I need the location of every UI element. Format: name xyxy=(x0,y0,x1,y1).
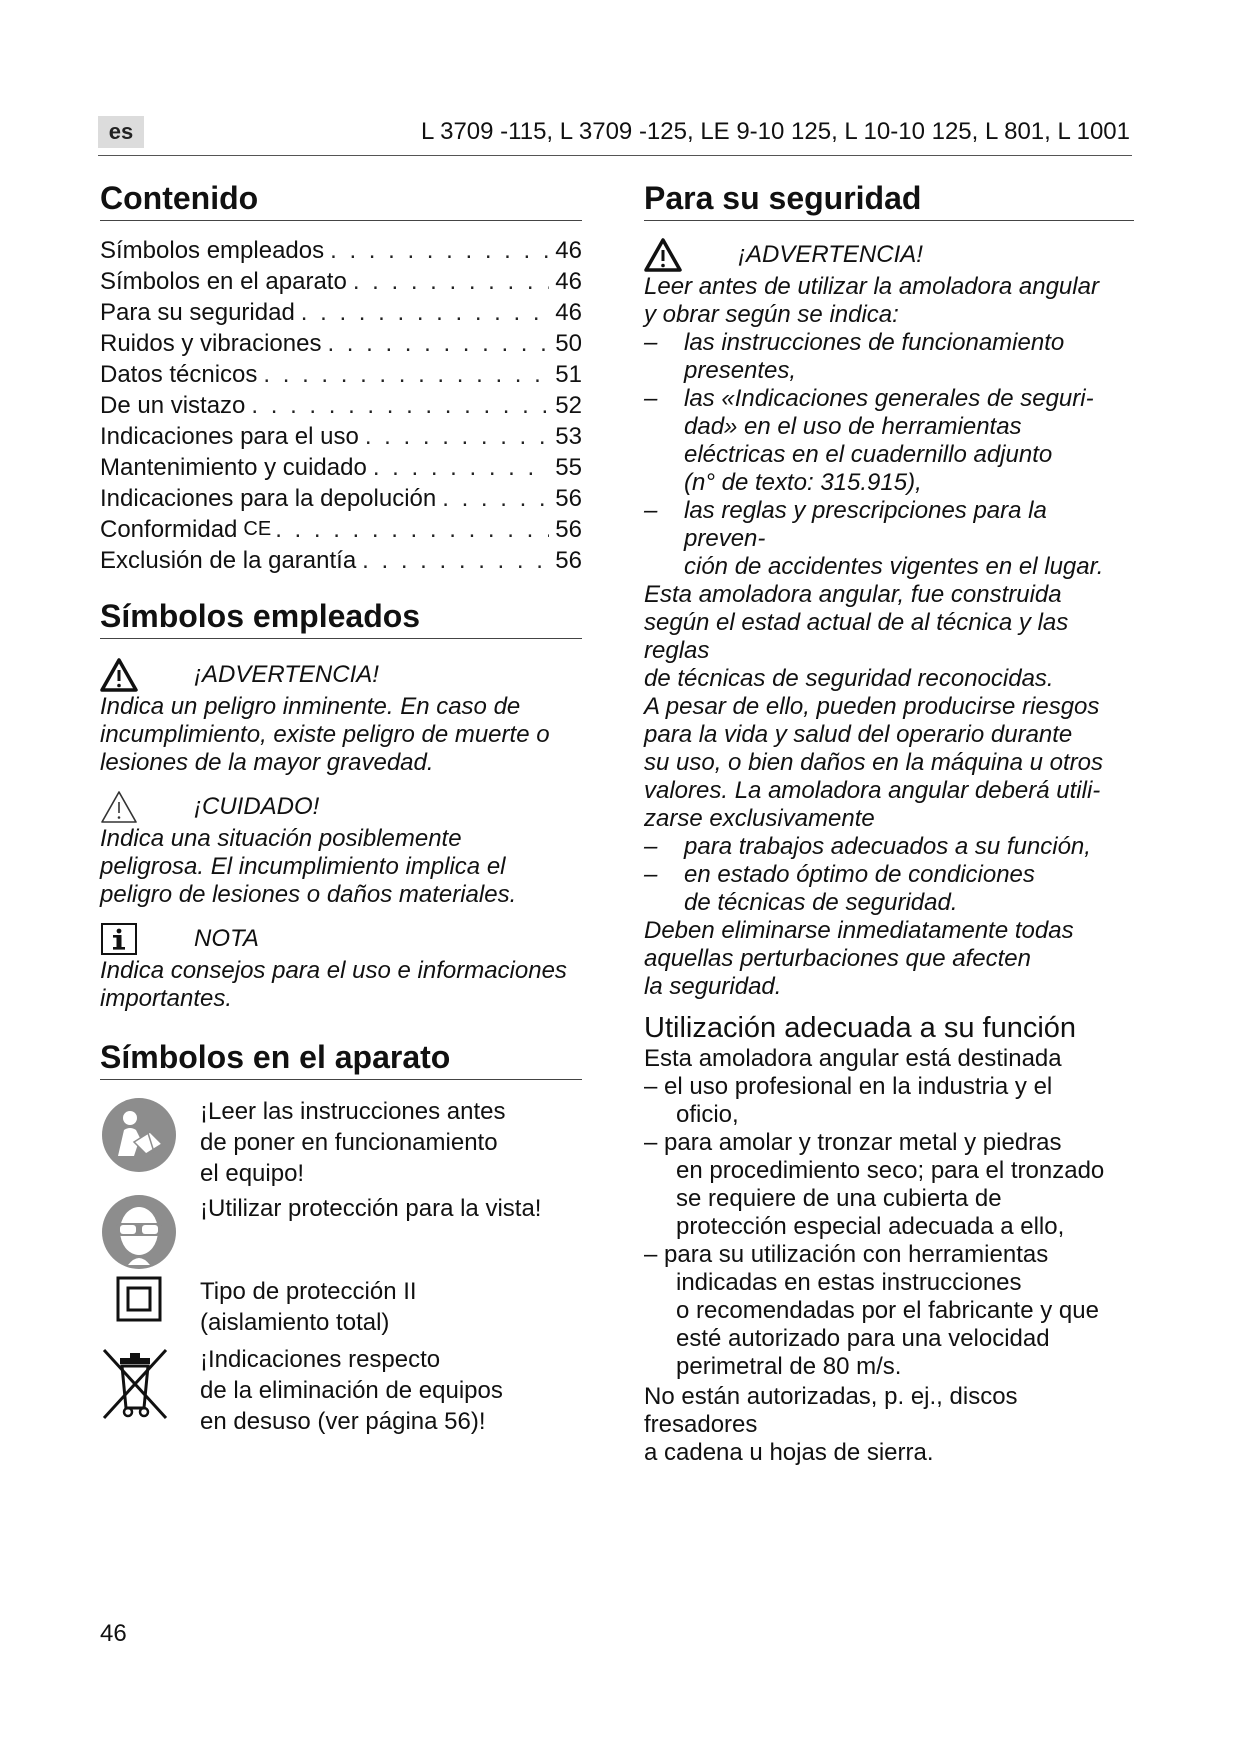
list-item-line: las «Indicaciones generales de seguri- xyxy=(684,385,1094,412)
toc-row xyxy=(100,297,582,328)
list-item-line: en estado óptimo de condiciones xyxy=(684,861,1035,888)
list-item-line: las reglas y prescripciones para la preven- xyxy=(684,497,1047,552)
list-item xyxy=(644,861,1134,917)
warning-heading xyxy=(100,657,582,693)
toc-leader xyxy=(327,328,549,359)
device-symbol-text: ¡Leer las instrucciones antes xyxy=(200,1098,506,1125)
list-item xyxy=(644,833,1134,861)
bullet-dash: – xyxy=(644,329,658,356)
bullet-dash: – xyxy=(644,497,658,524)
list-item-line: (n° de texto: 315.915), xyxy=(684,469,922,496)
toc-row xyxy=(100,235,582,266)
toc-leader xyxy=(365,421,549,452)
paragraph-line: según el estad actual de al técnica y las reglas xyxy=(644,609,1069,664)
device-symbol-row xyxy=(100,1276,582,1338)
paragraph-line: la seguridad. xyxy=(644,973,782,1000)
paragraph-line: No están autorizadas, p. ej., discos fresadores xyxy=(644,1383,1018,1438)
toc-page-number: 51 xyxy=(555,361,582,388)
info-icon xyxy=(100,922,138,956)
symbols-used-title: Símbolos empleados xyxy=(100,596,582,639)
caution-text-line: peligro de lesiones o daños materiales. xyxy=(100,881,517,908)
read-manual-icon xyxy=(100,1096,178,1174)
safety-body-1 xyxy=(644,581,1134,833)
list-item-text xyxy=(684,497,1134,581)
ce-mark: CE xyxy=(243,518,272,540)
caution-text-line: Indica una situación posiblemente xyxy=(100,825,462,852)
paragraph-line: zarse exclusivamente xyxy=(644,805,875,832)
table-of-contents xyxy=(100,235,582,576)
eye-protection-icon xyxy=(100,1193,178,1271)
device-symbol-text: Tipo de protección II xyxy=(200,1278,417,1305)
toc-row xyxy=(100,483,582,514)
device-symbol-row xyxy=(100,1344,582,1437)
page-number: 46 xyxy=(100,1620,127,1647)
list-item-text xyxy=(684,833,1091,861)
paragraph-line: Esta amoladora angular, fue construida xyxy=(644,581,1062,608)
toc-entry-title: Exclusión de la garantía xyxy=(100,547,357,574)
list-item xyxy=(644,329,1134,385)
toc-entry-title: Ruidos y vibraciones xyxy=(100,330,322,357)
list-item-line: ción de accidentes vigentes en el lugar. xyxy=(684,553,1104,580)
header-divider xyxy=(98,155,1132,156)
proper-use-line: se requiere de una cubierta de xyxy=(676,1185,1002,1212)
toc-row xyxy=(100,514,582,545)
proper-use-line: indicadas en estas instrucciones xyxy=(676,1269,1022,1296)
protection-class-ii-icon xyxy=(116,1276,162,1322)
proper-use-line: perimetral de 80 m/s. xyxy=(676,1353,902,1380)
proper-use-line: o recomendadas por el fabricante y que xyxy=(676,1297,1099,1324)
toc-page-number: 53 xyxy=(555,423,582,450)
paragraph-line: valores. La amoladora angular deberá utili- xyxy=(644,777,1101,804)
toc-page-number: 56 xyxy=(555,516,582,543)
bullet-dash: – xyxy=(644,861,658,888)
toc-entry-title: Conformidad xyxy=(100,516,238,543)
device-symbol-text: el equipo! xyxy=(200,1160,305,1187)
toc-entry-title: Símbolos empleados xyxy=(100,237,325,264)
safety-title: Para su seguridad xyxy=(644,178,1134,221)
paragraph-line: aquellas perturbaciones que afecten xyxy=(644,945,1031,972)
toc-entry-title: Mantenimiento y cuidado xyxy=(100,454,367,481)
toc-leader xyxy=(263,359,549,390)
note-text-line: importantes. xyxy=(100,985,233,1012)
toc-page-number: 46 xyxy=(555,237,582,264)
list-item xyxy=(644,497,1134,581)
toc-leader xyxy=(362,545,549,576)
proper-use-line: – para amolar y tronzar metal y piedras xyxy=(644,1129,1062,1156)
safety-intro xyxy=(644,273,1134,329)
toc-entry-title: Símbolos en el aparato xyxy=(100,268,347,295)
safety-warning-label: ¡ADVERTENCIA! xyxy=(738,241,923,268)
list-item-line: dad» en el uso de herramientas xyxy=(684,413,1022,440)
toc-entry-title: Indicaciones para el uso xyxy=(100,423,359,450)
paragraph-line: A pesar de ello, pueden producirse riesgos xyxy=(644,693,1100,720)
toc-page-number: 46 xyxy=(555,268,582,295)
model-list: L 3709 -115, L 3709 -125, LE 9-10 125, L 10-10 125, L 801, L 1001 xyxy=(420,118,1130,145)
toc-row xyxy=(100,359,582,390)
bullet-dash: – xyxy=(644,833,658,860)
caution-text xyxy=(100,825,582,909)
proper-use-line: protección especial adecuada a ello, xyxy=(676,1213,1065,1240)
bullet-dash: – xyxy=(644,385,658,412)
device-symbol-text: de poner en funcionamiento xyxy=(200,1129,498,1156)
list-item-line: las instrucciones de funcionamiento xyxy=(684,329,1065,356)
device-symbol-text: ¡Utilizar protección para la vista! xyxy=(200,1195,542,1222)
toc-leader xyxy=(301,297,550,328)
proper-use-line: – el uso profesional en la industria y el xyxy=(644,1073,1053,1100)
toc-entry-title: Datos técnicos xyxy=(100,361,258,388)
toc-row xyxy=(100,328,582,359)
warning-text-line: Indica un peligro inminente. En caso de xyxy=(100,693,521,720)
safety-bullets-1 xyxy=(644,329,1134,581)
proper-use-line: oficio, xyxy=(676,1101,739,1128)
toc-page-number: 56 xyxy=(555,547,582,574)
safety-body-2 xyxy=(644,917,1134,1001)
caution-label: ¡CUIDADO! xyxy=(194,793,320,820)
safety-intro-line: y obrar según se indica: xyxy=(644,301,899,328)
list-item-line: eléctricas en el cuadernillo adjunto xyxy=(684,441,1053,468)
list-item-line: para trabajos adecuados a su función, xyxy=(684,833,1091,860)
left-column xyxy=(100,178,582,1437)
weee-disposal-icon xyxy=(100,1344,170,1422)
warning-text-line: incumplimiento, existe peligro de muerte o xyxy=(100,721,550,748)
toc-page-number: 52 xyxy=(555,392,582,419)
proper-use-line: esté autorizado para una velocidad xyxy=(676,1325,1050,1352)
proper-use-closing xyxy=(644,1383,1134,1467)
toc-row xyxy=(100,545,582,576)
list-item-line: de técnicas de seguridad. xyxy=(684,889,958,916)
warning-triangle-icon xyxy=(100,658,138,692)
warning-text-line: lesiones de la mayor gravedad. xyxy=(100,749,434,776)
note-label: NOTA xyxy=(194,925,259,952)
device-symbol-row xyxy=(100,1193,582,1276)
list-item-line: presentes, xyxy=(684,357,797,384)
toc-page-number: 46 xyxy=(555,299,582,326)
toc-leader xyxy=(275,514,549,545)
toc-entry-title: De un vistazo xyxy=(100,392,246,419)
toc-leader xyxy=(330,235,549,266)
toc-row xyxy=(100,421,582,452)
safety-intro-line: Leer antes de utilizar la amoladora angular xyxy=(644,273,1099,300)
toc-entry-title: Indicaciones para la depolución xyxy=(100,485,437,512)
contents-title: Contenido xyxy=(100,178,582,221)
paragraph-line: para la vida y salud del operario durante xyxy=(644,721,1073,748)
toc-row xyxy=(100,452,582,483)
device-symbol-text: de la eliminación de equipos xyxy=(200,1377,503,1404)
toc-page-number: 55 xyxy=(555,454,582,481)
toc-row xyxy=(100,266,582,297)
note-heading xyxy=(100,921,582,957)
paragraph-line: de técnicas de seguridad reconocidas. xyxy=(644,665,1054,692)
list-item-text xyxy=(684,861,1035,917)
toc-leader xyxy=(251,390,549,421)
warning-triangle-icon xyxy=(644,238,682,272)
proper-use-line: – para su utilización con herramientas xyxy=(644,1241,1049,1268)
paragraph-line: Deben eliminarse inmediatamente todas xyxy=(644,917,1074,944)
toc-page-number: 50 xyxy=(555,330,582,357)
device-symbol-text: en desuso (ver página 56)! xyxy=(200,1408,486,1435)
device-symbol-text: (aislamiento total) xyxy=(200,1309,390,1336)
toc-entry-title: Para su seguridad xyxy=(100,299,295,326)
safety-bullets-2 xyxy=(644,833,1134,917)
caution-text-line: peligrosa. El incumplimiento implica el xyxy=(100,853,506,880)
toc-leader xyxy=(353,266,549,297)
proper-use-title: Utilización adecuada a su función xyxy=(644,1012,1077,1044)
list-item-text xyxy=(684,385,1094,497)
toc-leader xyxy=(442,483,549,514)
list-item-text xyxy=(684,329,1064,385)
paragraph-line: su uso, o bien daños en la máquina u otros xyxy=(644,749,1103,776)
caution-triangle-icon xyxy=(100,790,138,824)
device-symbol-row xyxy=(100,1096,582,1189)
note-text xyxy=(100,957,582,1013)
warning-text xyxy=(100,693,582,777)
language-badge: es xyxy=(98,116,144,148)
safety-warning-heading xyxy=(644,237,1134,273)
device-symbols-title: Símbolos en el aparato xyxy=(100,1037,582,1080)
caution-heading xyxy=(100,789,582,825)
paragraph-line: a cadena u hojas de sierra. xyxy=(644,1439,934,1466)
toc-leader xyxy=(373,452,549,483)
device-symbol-text: ¡Indicaciones respecto xyxy=(200,1346,441,1373)
proper-use-intro: Esta amoladora angular está destinada xyxy=(644,1045,1062,1072)
list-item xyxy=(644,385,1134,497)
toc-page-number: 56 xyxy=(555,485,582,512)
proper-use-list xyxy=(644,1073,1134,1381)
warning-label: ¡ADVERTENCIA! xyxy=(194,661,379,688)
proper-use-line: en procedimiento seco; para el tronzado xyxy=(676,1157,1105,1184)
toc-row xyxy=(100,390,582,421)
right-column xyxy=(644,178,1134,1467)
note-text-line: Indica consejos para el uso e informaciones xyxy=(100,957,567,984)
